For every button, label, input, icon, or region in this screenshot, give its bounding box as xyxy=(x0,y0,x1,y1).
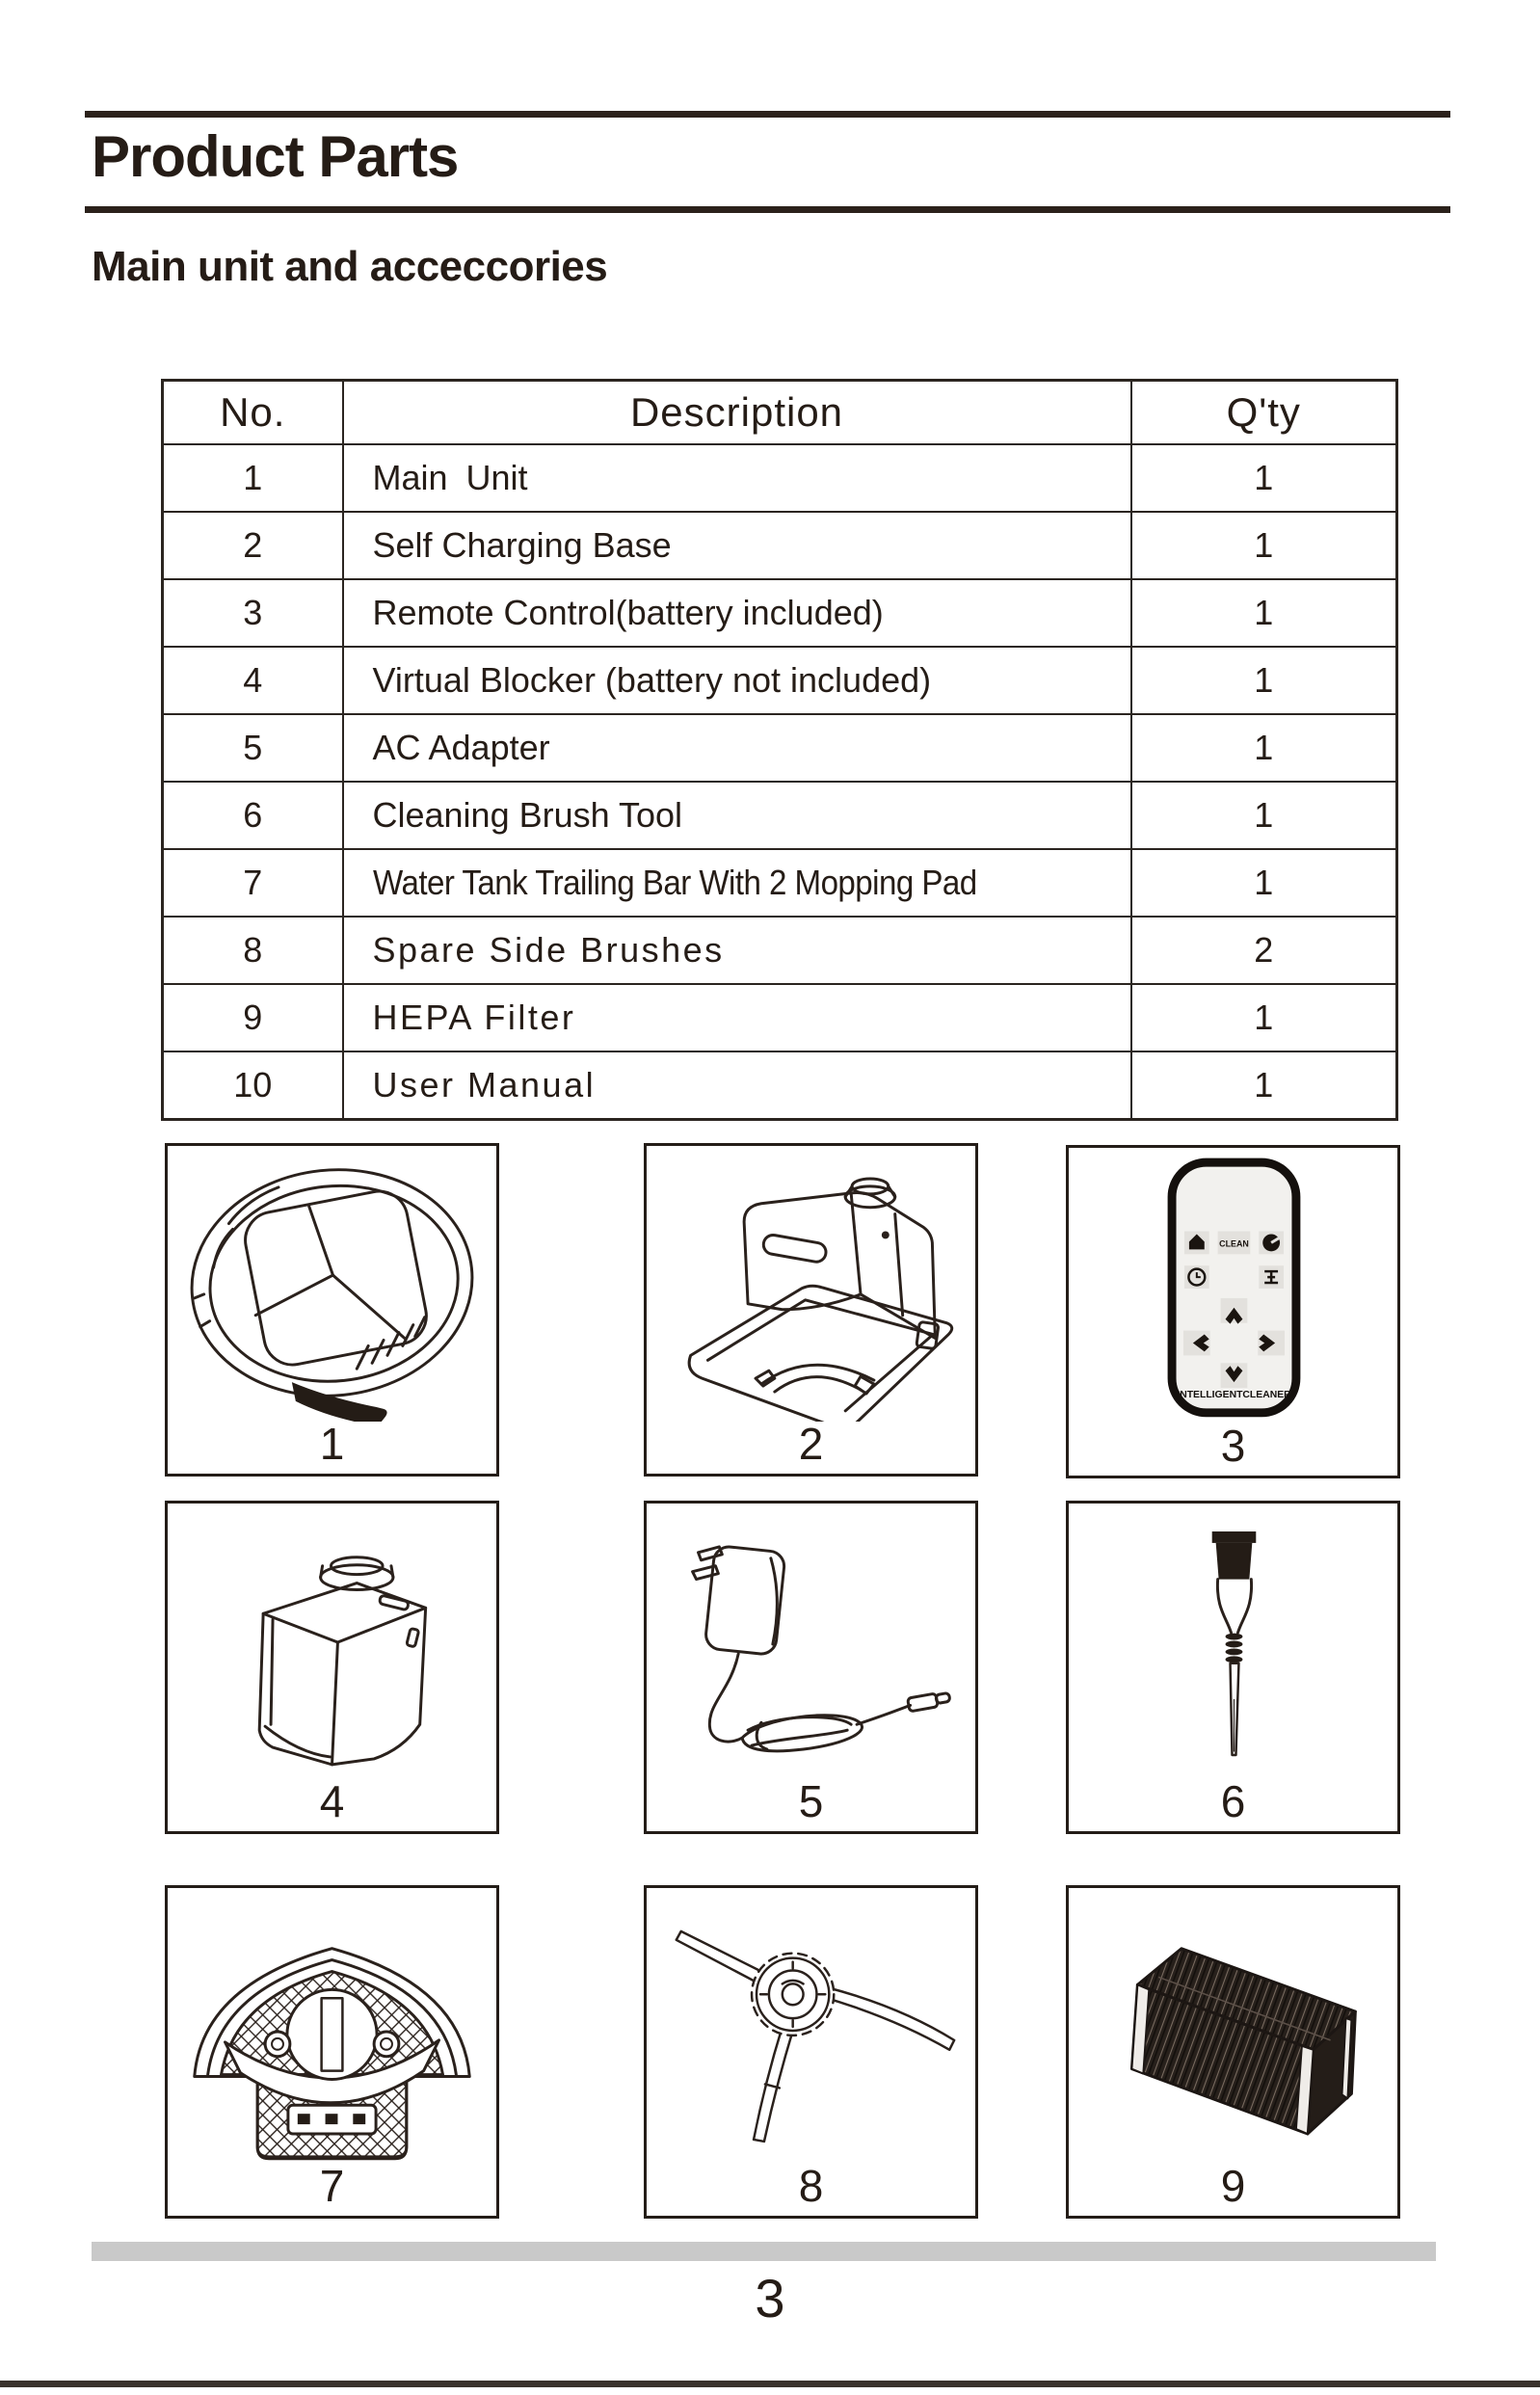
hepa-filter-drawing xyxy=(1071,1890,1395,2164)
part-description xyxy=(343,714,1131,782)
part-description-text: Remote Control(battery included) xyxy=(372,593,884,632)
part-no: 10 xyxy=(163,1051,343,1120)
power-icon xyxy=(1262,1234,1280,1251)
part-description xyxy=(343,512,1131,579)
table-row xyxy=(163,579,1397,647)
figure-number: 2 xyxy=(798,1419,824,1469)
page-title: Product Parts xyxy=(92,124,459,189)
part-description-text: Virtual Blocker (battery not included) xyxy=(372,660,932,700)
part-description xyxy=(343,984,1131,1051)
figure-virtual-blocker xyxy=(165,1501,499,1834)
timer-button xyxy=(1184,1265,1209,1289)
footer-gray-bar xyxy=(92,2242,1436,2261)
table-row xyxy=(163,647,1397,714)
remote-brand-label: INTELLIGENTCLEANER xyxy=(1177,1389,1291,1400)
left-button xyxy=(1183,1331,1210,1356)
part-qty: 2 xyxy=(1131,917,1397,984)
part-description-text: Self Charging Base xyxy=(372,525,672,565)
figure-number: 3 xyxy=(1220,1421,1246,1471)
ac-adapter-drawing xyxy=(649,1505,973,1779)
figure-number: 5 xyxy=(798,1776,824,1826)
up-button xyxy=(1221,1298,1248,1324)
figure-ac-adapter xyxy=(644,1501,978,1834)
figure-hepa-filter xyxy=(1066,1885,1400,2219)
title-divider xyxy=(85,206,1450,213)
part-qty: 1 xyxy=(1131,714,1397,782)
part-description xyxy=(343,647,1131,714)
clean-button-label: CLEAN xyxy=(1219,1238,1249,1249)
part-qty: 1 xyxy=(1131,849,1397,917)
down-button xyxy=(1221,1363,1248,1388)
table-row xyxy=(163,849,1397,917)
part-description xyxy=(343,849,1131,917)
clean-button xyxy=(1218,1232,1251,1255)
table-header-row xyxy=(163,381,1397,445)
section-title: Main unit and acceccories xyxy=(92,243,608,290)
main-unit-drawing xyxy=(170,1148,494,1422)
part-description xyxy=(343,782,1131,849)
column-header-description: Description xyxy=(343,381,1131,445)
home-button xyxy=(1184,1232,1209,1255)
speed-button xyxy=(1259,1265,1284,1289)
part-description-text: Cleaning Brush Tool xyxy=(372,795,683,835)
part-description-text: User Manual xyxy=(372,1065,597,1104)
part-no: 5 xyxy=(163,714,343,782)
figure-number: 1 xyxy=(319,1419,345,1469)
part-qty: 1 xyxy=(1131,579,1397,647)
part-description-text: Main Unit xyxy=(372,458,528,497)
figure-water-tank-trailing-bar xyxy=(165,1885,499,2219)
part-no: 3 xyxy=(163,579,343,647)
part-description xyxy=(343,444,1131,512)
figure-self-charging-base xyxy=(644,1143,978,1477)
table-row xyxy=(163,917,1397,984)
part-no: 6 xyxy=(163,782,343,849)
right-button xyxy=(1258,1331,1285,1356)
part-description-text: Spare Side Brushes xyxy=(372,930,725,970)
table-row xyxy=(163,782,1397,849)
cleaning-brush-drawing xyxy=(1071,1505,1395,1779)
part-no: 4 xyxy=(163,647,343,714)
part-description xyxy=(343,1051,1131,1120)
side-brush-drawing xyxy=(649,1890,973,2164)
part-no: 7 xyxy=(163,849,343,917)
part-qty: 1 xyxy=(1131,782,1397,849)
figure-number: 8 xyxy=(798,2161,824,2211)
part-no: 1 xyxy=(163,444,343,512)
part-description-text: HEPA Filter xyxy=(372,998,576,1037)
part-description xyxy=(343,917,1131,984)
page-number: 3 xyxy=(755,2268,785,2328)
figure-remote-control xyxy=(1066,1145,1400,1478)
water-tank-drawing xyxy=(170,1890,494,2164)
figure-number: 7 xyxy=(319,2161,345,2211)
figure-main-unit xyxy=(165,1143,499,1477)
top-divider xyxy=(85,111,1450,118)
remote-control-drawing xyxy=(1071,1150,1395,1424)
bottom-divider xyxy=(0,2381,1540,2387)
part-qty: 1 xyxy=(1131,984,1397,1051)
part-description-text: Water Tank Trailing Bar With 2 Mopping Pad xyxy=(372,863,977,902)
virtual-blocker-drawing xyxy=(170,1505,494,1779)
self-charging-base-drawing xyxy=(649,1148,973,1422)
table-row xyxy=(163,512,1397,579)
part-description-text: AC Adapter xyxy=(372,728,550,767)
part-qty: 1 xyxy=(1131,1051,1397,1120)
column-header-qty: Q'ty xyxy=(1131,381,1397,445)
parts-table xyxy=(161,379,1398,1121)
figure-number: 4 xyxy=(319,1776,345,1826)
part-qty: 1 xyxy=(1131,444,1397,512)
figure-number: 6 xyxy=(1220,1776,1246,1826)
table-row xyxy=(163,1051,1397,1120)
part-qty: 1 xyxy=(1131,647,1397,714)
part-no: 9 xyxy=(163,984,343,1051)
part-no: 2 xyxy=(163,512,343,579)
table-row xyxy=(163,984,1397,1051)
power-button xyxy=(1259,1232,1284,1255)
figure-number: 9 xyxy=(1220,2161,1246,2211)
part-description xyxy=(343,579,1131,647)
part-no: 8 xyxy=(163,917,343,984)
figure-spare-side-brush xyxy=(644,1885,978,2219)
table-row xyxy=(163,714,1397,782)
figure-cleaning-brush-tool xyxy=(1066,1501,1400,1834)
column-header-no: No. xyxy=(163,381,343,445)
part-qty: 1 xyxy=(1131,512,1397,579)
table-row xyxy=(163,444,1397,512)
